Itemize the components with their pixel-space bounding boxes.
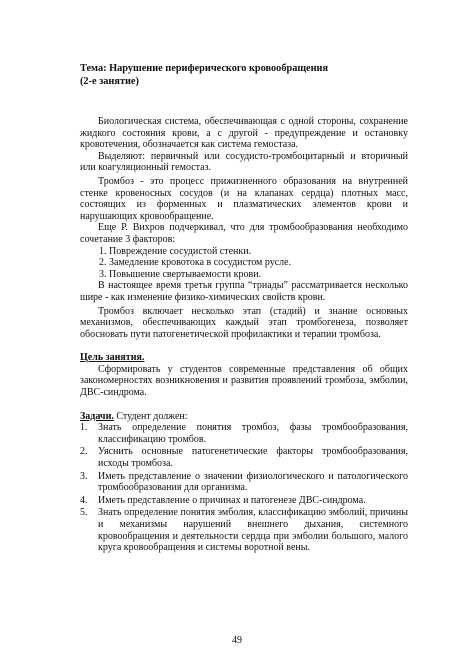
task-text: Иметь представление о причинах и патогенезе ДВС-синдрома.	[98, 494, 366, 506]
task-number: 3.	[80, 470, 88, 482]
task-number: 4.	[80, 494, 88, 506]
intro-paragraph-2: Выделяют: первичный или сосудисто-тромбоцитарный и вторичный или коагуляционный гемостаз.	[80, 150, 408, 174]
factor-item: 2. Замедление кровотока в сосудистом русле.	[99, 257, 292, 269]
factor-item: 3. Повышение свертываемости крови.	[99, 268, 262, 280]
topic-title	[80, 63, 408, 88]
intro-paragraph-3: Тромбоз - это процесс прижизненного образования на внутренней стенке кровеносных сосудов (и на клапанах сердца) плотных масс, состоящих из форменных и плазматических элементов крови и нарушающих кровообращение.	[80, 175, 408, 222]
triad-paragraph: В настоящее время третья группа “триады” рассматривается несколько шире - как изменение физико-химических свойств крови.	[80, 280, 408, 303]
task-text: Знать определение понятия тромбоз, фазы тромбообразования, классификацию тромбов.	[98, 422, 408, 445]
intro-paragraph-4: Еще Р. Вихров подчеркивал, что для тромбообразования необходимо сочетание 3 факторов:	[80, 222, 408, 245]
task-text: Уяснить основные патогенетические факторы тромбообразования, исходы тромбоза.	[98, 446, 408, 470]
factors-list	[99, 246, 408, 281]
task-text: Знать определение понятия эмболия, классификацию эмболий, причины и механизмы нарушений внешнего дыхания, системного кровообращения и деятельности сердца при эмболии большого, малого круга кровообращения и системы воротной вены.	[98, 507, 408, 554]
task-number: 2.	[80, 446, 88, 458]
page-number: 49	[232, 635, 242, 646]
tasks-subheading: Студент должен:	[113, 410, 188, 422]
goal-section	[80, 352, 408, 398]
goal-text: Сформировать у студентов современные представления об общих закономерностях возникновения и развития проявлений тромбоза, эмболии, ДВС-синдрома.	[80, 363, 408, 399]
task-text: Иметь представление о значении физиологического и патологического тромбообразования для организма.	[98, 470, 408, 494]
thrombosis-stages-paragraph: Тромбоз включает несколько этап (стадий) и знание основных механизмов, обеспечивающих каждый этап тромбогенеза, позволяет обосновать пути патогенетической профилактики и терапии тромбоза.	[80, 305, 408, 340]
tasks-heading: Задачи.	[80, 410, 114, 422]
task-item	[80, 495, 408, 507]
task-number: 5.	[80, 507, 88, 519]
task-item	[80, 422, 408, 445]
title-line-2: (2-е занятие)	[80, 75, 139, 87]
intro-paragraph-1: Биологическая система, обеспечивающая с одной стороны, сохранение жидкого состояния крови, а с другой - предупреждение и остановку кровотечения, обозначается как система гемостаза.	[80, 116, 408, 151]
task-item	[80, 471, 408, 494]
task-number: 1.	[80, 422, 88, 434]
tasks-section	[80, 411, 408, 554]
tasks-header	[80, 411, 408, 423]
task-item	[80, 446, 408, 469]
goal-heading: Цель занятия.	[80, 352, 145, 364]
title-line-1: Тема: Нарушение периферического кровообращения	[80, 63, 329, 74]
task-item	[80, 507, 408, 553]
factor-item: 1. Повреждение сосудистой стенки.	[99, 245, 252, 257]
tasks-list	[80, 422, 408, 554]
page-content	[80, 63, 408, 555]
